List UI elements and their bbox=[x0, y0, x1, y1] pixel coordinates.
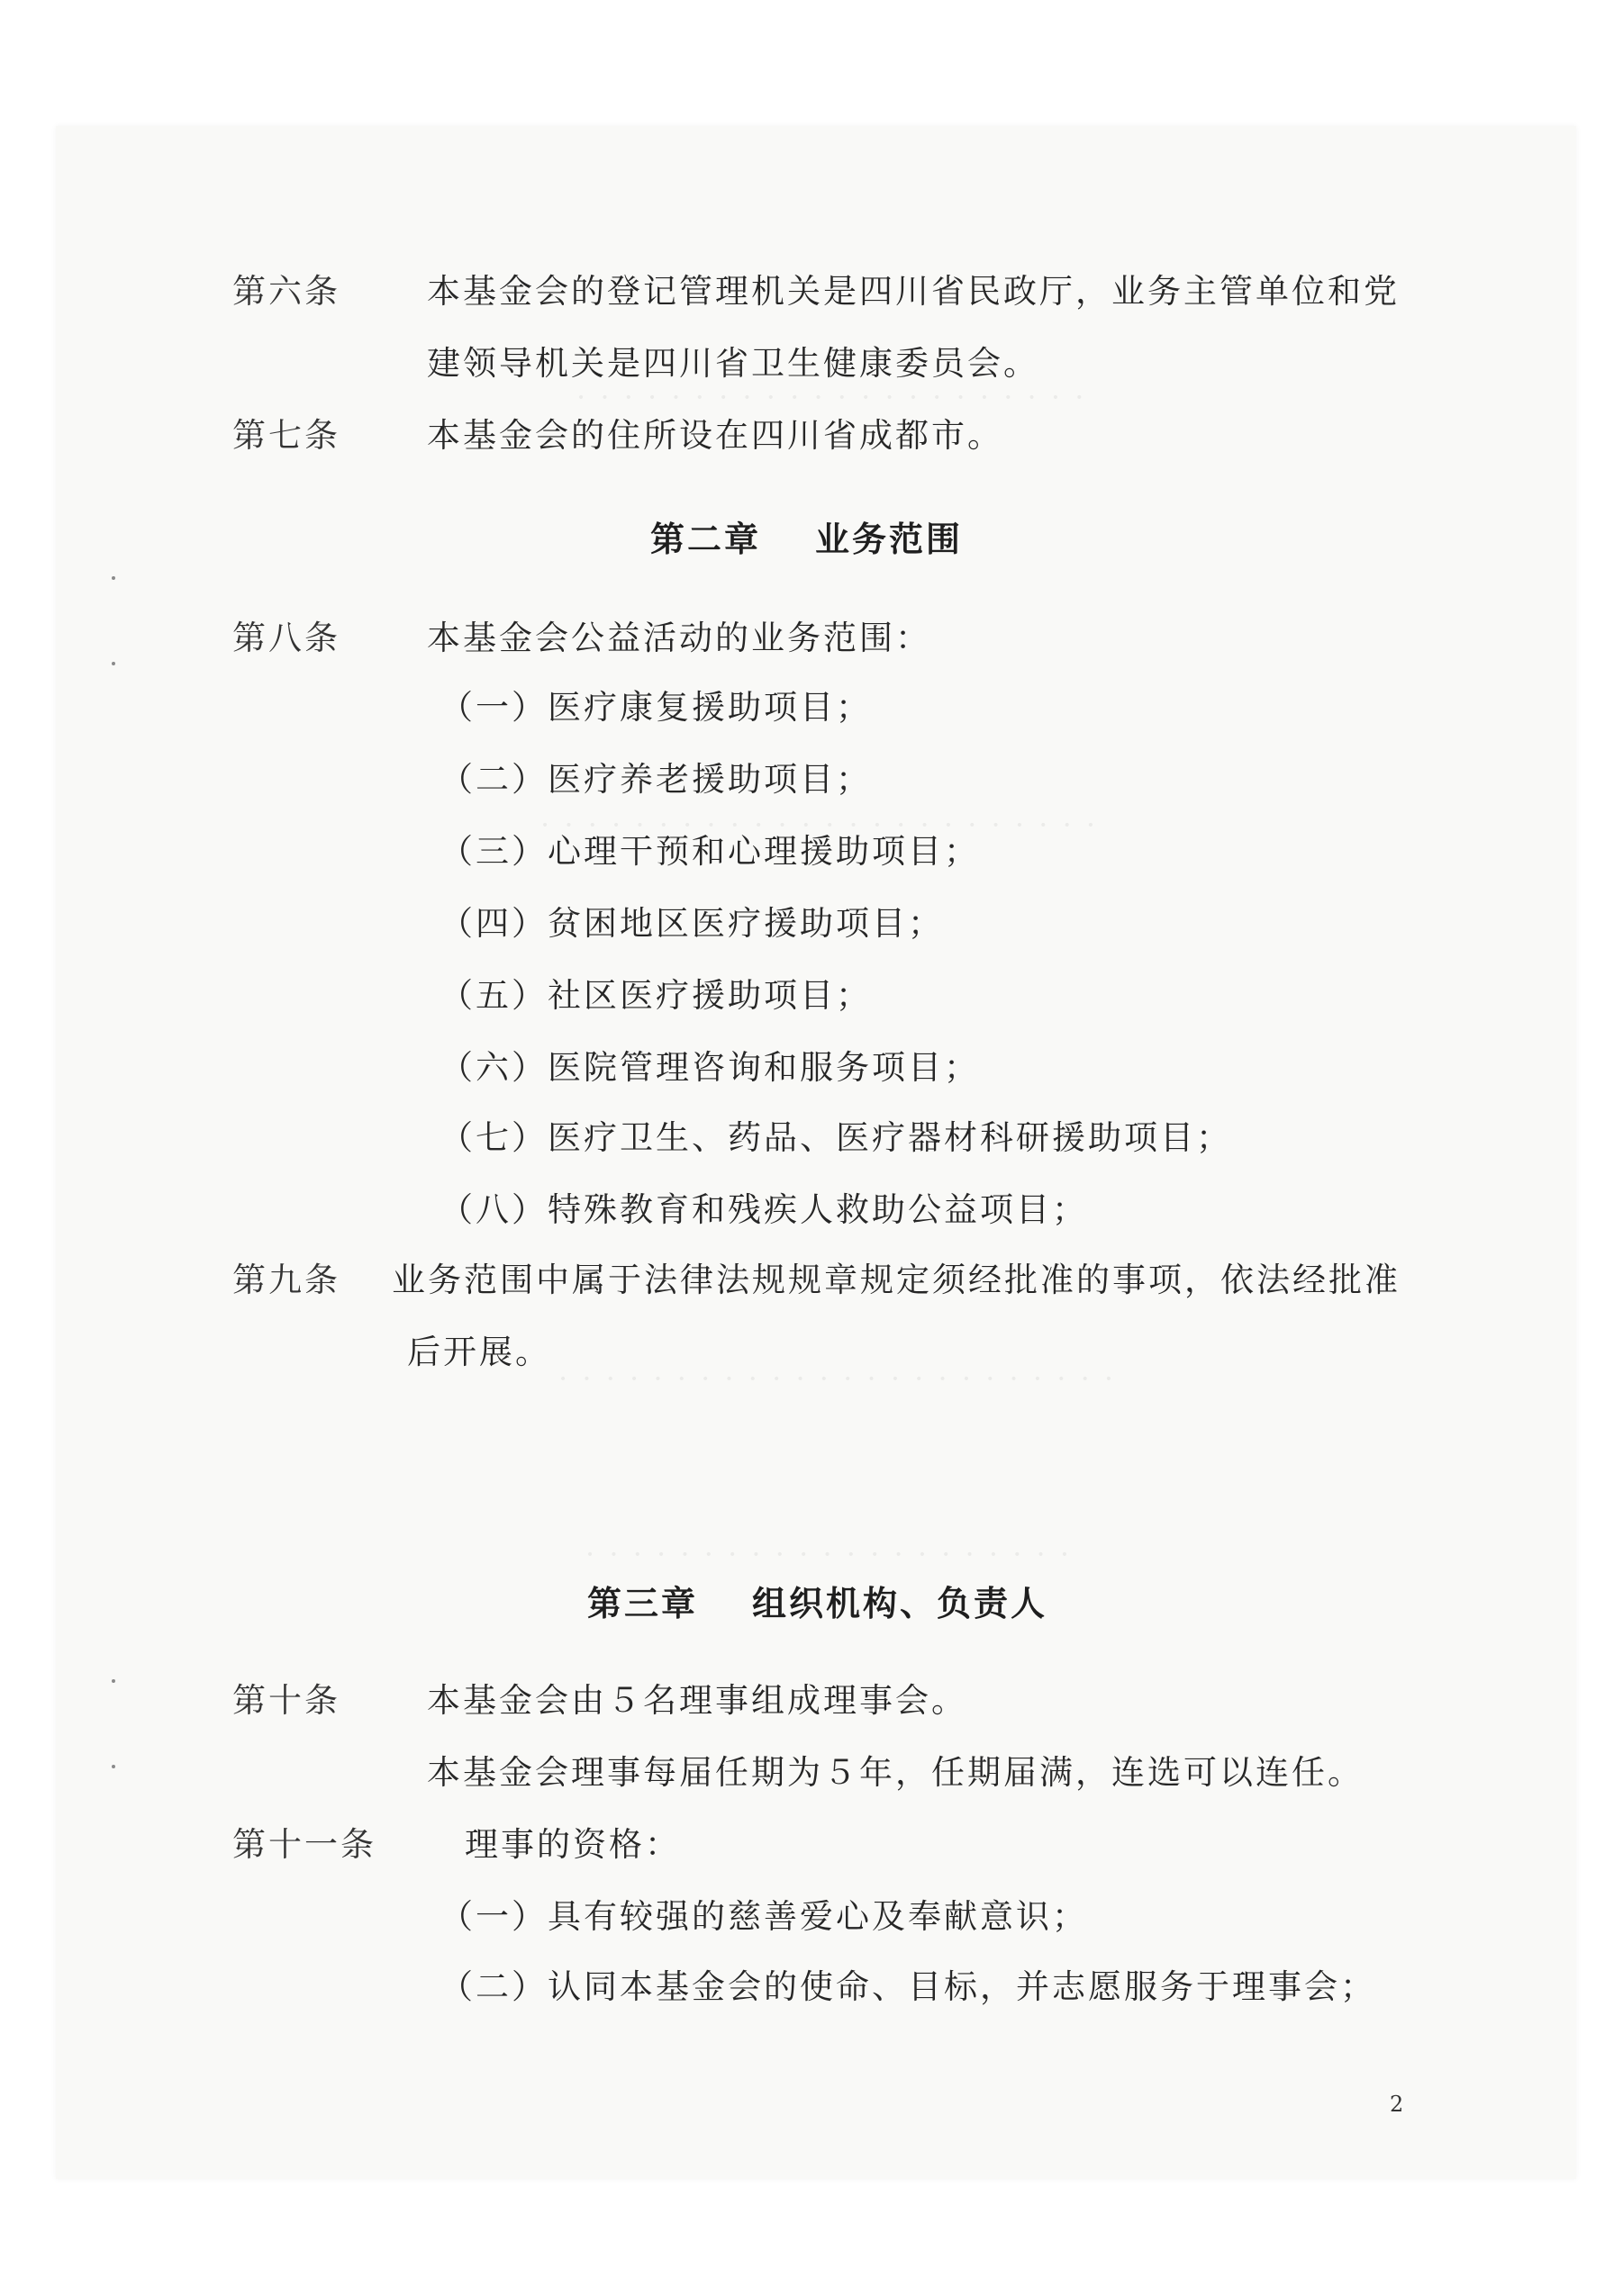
article-11-item-2: （二）认同本基金会的使命、目标，并志愿服务于理事会； bbox=[440, 1967, 1376, 2006]
article-6-line-2: 建领导机关是四川省卫生健康委员会。 bbox=[427, 344, 1039, 383]
chapter-3-title: 组织机构、负责人 bbox=[752, 1583, 1048, 1623]
chapter-2-heading bbox=[650, 519, 964, 559]
article-8-item-7: （七）医疗卫生、药品、医疗器材科研援助项目； bbox=[440, 1118, 1232, 1157]
article-6-number: 第六条 bbox=[232, 272, 340, 311]
article-8-item-2: （二）医疗养老援助项目； bbox=[440, 760, 872, 799]
article-8-number: 第八条 bbox=[232, 619, 340, 657]
bleed-through-text: · · · · · · · · · · · · · · · · · · · · · · bbox=[576, 380, 1087, 414]
bleed-through-text: · · · · · · · · · · · · · · · · · · · · · · · · bbox=[540, 808, 1099, 842]
article-7-text: 本基金会的住所设在四川省成都市。 bbox=[427, 416, 1003, 455]
binding-hole-mark bbox=[112, 1765, 115, 1768]
article-9-number: 第九条 bbox=[232, 1261, 340, 1299]
article-10-line-1: 本基金会由５名理事组成理事会。 bbox=[427, 1681, 967, 1720]
chapter-2-title: 业务范围 bbox=[815, 519, 964, 559]
binding-hole-mark bbox=[112, 662, 115, 665]
article-10-number: 第十条 bbox=[232, 1681, 340, 1720]
article-8-item-8: （八）特殊教育和残疾人救助公益项目； bbox=[440, 1190, 1088, 1229]
article-10-line-2: 本基金会理事每届任期为５年，任期届满，连选可以连任。 bbox=[427, 1753, 1364, 1792]
article-8-intro: 本基金会公益活动的业务范围： bbox=[427, 619, 931, 657]
article-8-item-6: （六）医院管理咨询和服务项目； bbox=[440, 1048, 980, 1087]
binding-hole-mark bbox=[112, 1679, 115, 1683]
article-11-item-1: （一）具有较强的慈善爱心及奉献意识； bbox=[440, 1897, 1088, 1936]
binding-hole-mark bbox=[112, 576, 115, 580]
article-8-item-4: （四）贫困地区医疗援助项目； bbox=[440, 904, 944, 943]
bleed-through-text: · · · · · · · · · · · · · · · · · · · · · · · · bbox=[558, 1361, 1117, 1396]
article-11-number: 第十一条 bbox=[232, 1825, 376, 1864]
bleed-through-text: · · · · · · · · · · · · · · · · · · · · · bbox=[585, 1537, 1073, 1571]
page-number: 2 bbox=[1390, 2092, 1404, 2117]
chapter-3-number: 第三章 bbox=[587, 1583, 699, 1623]
article-11-intro: 理事的资格： bbox=[465, 1825, 681, 1864]
article-6-line-1: 本基金会的登记管理机关是四川省民政厅，业务主管单位和党 bbox=[427, 272, 1400, 311]
chapter-2-number: 第二章 bbox=[650, 519, 762, 559]
article-8-item-5: （五）社区医疗援助项目； bbox=[440, 976, 872, 1015]
article-8-item-1: （一）医疗康复援助项目； bbox=[440, 688, 872, 727]
article-9-line-2: 后开展。 bbox=[407, 1333, 551, 1371]
chapter-3-heading bbox=[587, 1583, 1048, 1623]
article-9-line-1: 业务范围中属于法律法规规章规定须经批准的事项，依法经批准 bbox=[392, 1261, 1401, 1299]
article-7-number: 第七条 bbox=[232, 416, 340, 455]
article-8-item-3: （三）心理干预和心理援助项目； bbox=[440, 832, 980, 871]
